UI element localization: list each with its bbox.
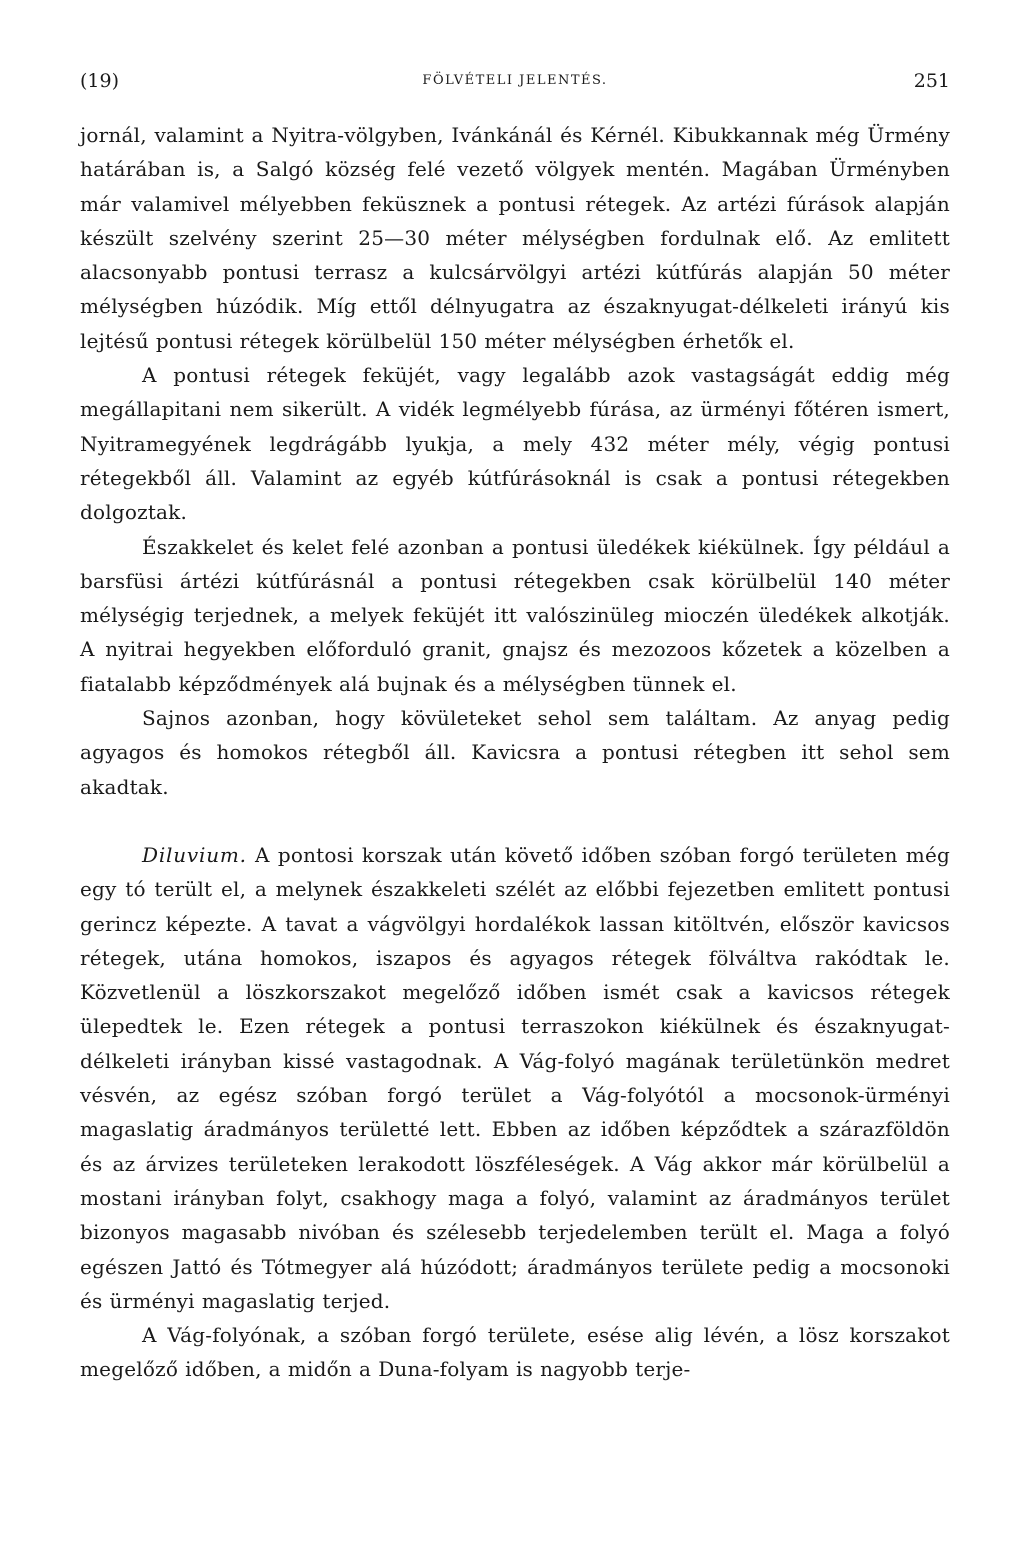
document-page [80, 0, 950, 1545]
page-number: 251 [913, 70, 950, 92]
paragraph: Sajnos azonban, hogy kövületeket sehol sem találtam. Az anyag pedig agyagos és homokos rétegből áll. Kavicsra a pontusi rétegben itt sehol sem akadtak. [80, 706, 950, 799]
section-title: Diluvium. [142, 842, 247, 867]
running-head [80, 70, 950, 98]
paragraph: A Vág-folyónak, a szóban forgó területe, esése alig lévén, a lösz korszakot megelőző időben, a midőn a Duna-folyam is nagyobb terje- [80, 1323, 950, 1382]
section-paragraph-text: A pontosi korszak után követő időben szóban forgó területen még egy tó terült el, a melynek északkeleti szélét az előbbi fejezetben emlitett pontusi gerincz képezte. A tavat a vágvölgyi hordalékok lassan kitöltvén, először kavicsos rétegek, utána homokos, iszapos és agyagos rétegek fölváltva rakódtak le. Közvetlenül a löszkorszakot megelőző időben ismét csak a kavicsos rétegek ülepedtek le. Ezen rétegek a pontusi terraszokon kiékülnek és északnyugat-délkeleti irányban kissé vastagodnak. A Vág-folyó magának területünkön medret vésvén, az egész szóban forgó terület a Vág-folyótól a mocsonok-ürményi magaslatig áradmányos területté lett. Ebben az időben képződtek a szárazföldön és az árvizes területeken lerakodott löszféleségek. A Vág akkor már körülbelül a mostani irányban folyt, csakhogy maga a folyó, valamint az áradmányos terület bizonyos magasabb nivóban és szélesebb terjedelemben terült el. Maga a folyó egészen Jattó és Tótmegyer alá húzódott; áradmányos területe pedig a mocsonoki és ürményi magaslatig terjed. [80, 842, 950, 1313]
paragraph: Északkelet és kelet felé azonban a pontusi üledékek kiékülnek. Így például a barsfüsi ártézi kútfúrásnál a pontusi rétegekben csak körülbelül 140 méter mélységig terjednek, a melyek feküjét itt valószinüleg mioczén üledékek alkotják. A nyitrai hegyekben előforduló granit, gnajsz és mezozoos kőzetek a közelben a fiatalabb képződmények alá bujnak és a mélységben tünnek el. [80, 534, 950, 696]
section-paragraph [80, 838, 950, 1318]
running-title: FÖLVÉTELI JELENTÉS. [422, 73, 608, 88]
paragraph: A pontusi rétegek feküjét, vagy legalább azok vastagságát eddig még megállapitani nem sikerült. A vidék legmélyebb fúrása, az ürményi főtéren ismert, Nyitramegyének legdrágább lyukja, a mely 432 méter mély, végig pontusi rétegekből áll. Valamint az egyéb kútfúrásoknál is csak a pontusi rétegekben dolgoztak. [80, 363, 950, 525]
body-text [80, 118, 950, 1387]
page-label: (19) [80, 70, 120, 92]
paragraph: jornál, valamint a Nyitra-völgyben, Ivánkánál és Kérnél. Kibukkannak még Ürmény határában is, a Salgó község felé vezető völgyek mentén. Magában Ürményben már valamivel mélyebben feküsznek a pontusi rétegek. Az artézi fúrások alapján készült szelvény szerint 25—30 méter mélységben fordulnak elő. Az emlitett alacsonyabb pontusi terrasz a kulcsárvölgyi artézi kútfúrás alapján 50 méter mélységben húzódik. Míg ettől délnyugatra az északnyugat-délkeleti irányú kis lejtésű pontusi rétegek körülbelül 150 méter mélységben érhetők el. [80, 123, 950, 353]
